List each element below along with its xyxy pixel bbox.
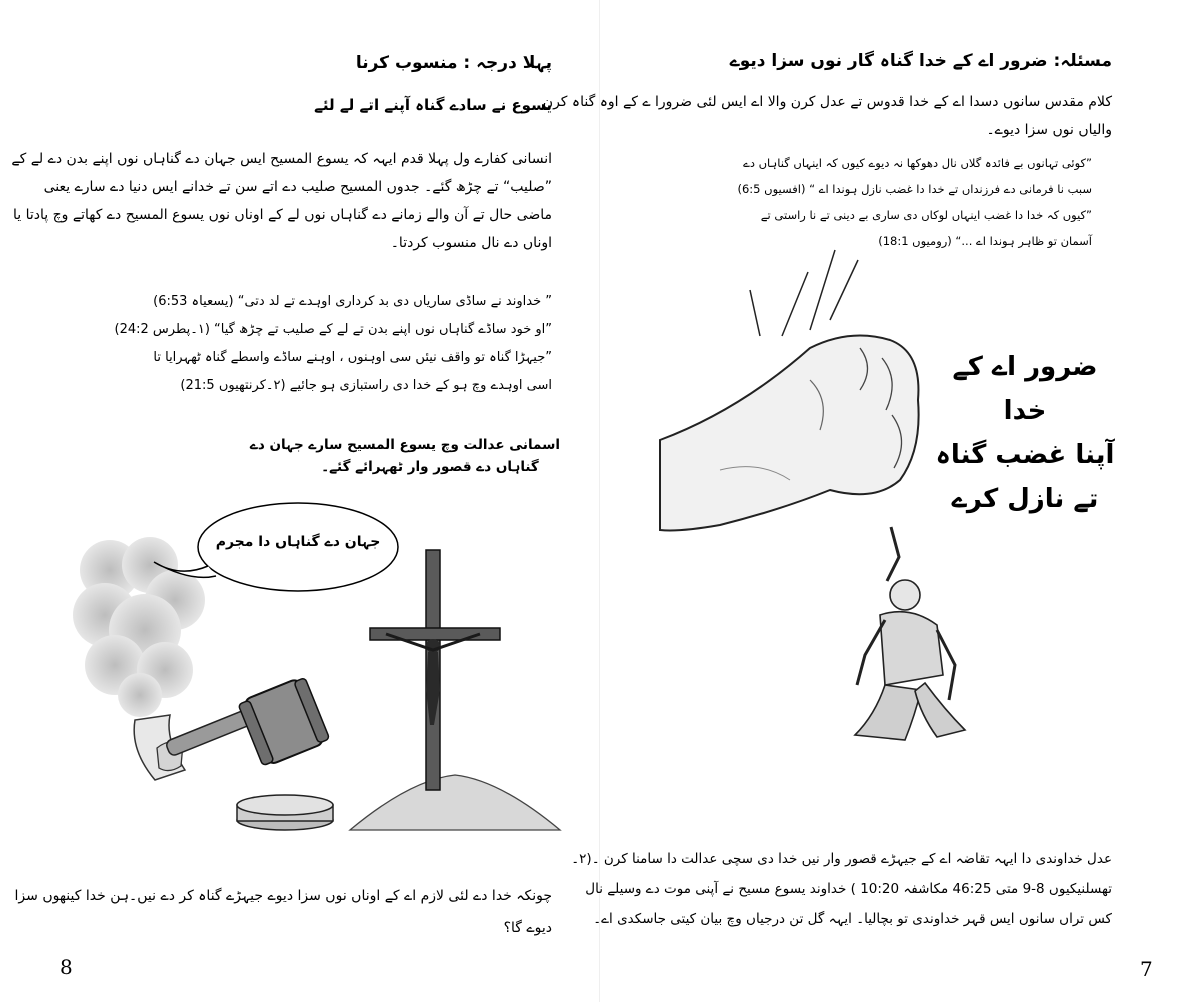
right-quotes: [672, 150, 1092, 254]
right-page: [542, 0, 1200, 1002]
left-caption: [249, 434, 560, 478]
gavel-icon: [125, 630, 345, 840]
right-intro: [542, 88, 1112, 144]
fist-icon: [660, 240, 920, 540]
caption-line: اسمانی عدالت وچ یسوع المسیح سارے جہان دے: [249, 437, 560, 453]
intro-line: والیاں نوں سزا دیوے۔: [986, 122, 1112, 138]
quote-line: ”او خود ساڈے گناہاں نوں اپنے بدن تے لے کے صلیب تے چڑھ گیا“ (۱۔پطرس 24:2): [114, 322, 552, 337]
left-footer: [14, 880, 552, 944]
page-number-right: 7: [1140, 957, 1153, 981]
title-line: ضرور اے کے خدا: [952, 352, 1098, 426]
left-paragraph: [11, 145, 552, 257]
quote-line: ” خداوند نے ساڈی ساریاں دی بد کرداری اوہدے تے لد دتی“ (یسعیاہ 6:53): [153, 294, 552, 309]
left-heading: پہلا درجہ : منسوب کرنا: [355, 53, 552, 73]
footer-line: چونکہ خدا دے لئی لازم اے کے اوناں نوں سزا دیوے جیہڑے گناہ کر دے نیں۔ہن خدا کینھوں سزا: [14, 888, 552, 904]
footer-line: عدل خداوندی دا ایہہ تقاضہ اے کے جیہڑے قصور وار نیں خدا دی سچی عدالت دا سامنا کرن ۔(۲۔: [571, 851, 1112, 867]
title-line: آپنا غضب گناہ: [935, 440, 1115, 470]
left-quotes: [32, 288, 552, 400]
quote-line: ”کوئی تہانوں بے فائدہ گلاں نال دھوکھا نہ دیوے کیوں کہ اینہاں گناہاں دے: [743, 156, 1092, 170]
intro-line: کلام مقدس سانوں دسدا اے کے خدا قدوس تے عدل کرن والا اے ایس لئی ضرورا ے کے اوہ گناہ کرن: [542, 94, 1112, 110]
wrath-title: [930, 345, 1120, 521]
footer-line: دیوے گا؟: [503, 920, 552, 936]
footer-line: تھسلنیکیوں 8-9 متی 46:25 مکاشفہ 10:20 ) خداوند یسوع مسیح نے آپنی موت دے وسیلے نال: [585, 881, 1112, 897]
quote-line: ”جیہڑا گناہ تو واقف نیئں سی اوہنوں ، اوہنے ساڈے واسطے گناہ ٹھہرایا تا: [153, 350, 552, 365]
right-footer: [571, 844, 1112, 934]
quote-line: اسی اوہدے وچ ہو کے خدا دی راستبازی ہو جائیے (۲۔کرنتھیوں 21:5): [180, 378, 552, 393]
left-subheading: یسوع نے سادے گناہ آپنے اتے لے لئے: [314, 96, 552, 114]
crucifix-icon: [350, 550, 560, 840]
caption-line: گناہاں دے قصور وار ٹھہرائے گئے۔: [321, 459, 539, 475]
speech-bubble-text: جہان دے گناہاں دا مجرم: [215, 534, 381, 550]
right-heading: مسئلہ: ضرور اے کے خدا گناہ گار نوں سزا دیوے: [729, 51, 1112, 71]
kneeling-man-icon: [825, 525, 985, 745]
quote-line: آسمان تو ظاہر ہوندا اے ...“ (رومیوں 18:1): [878, 234, 1092, 248]
paragraph-line: انسانی کفارے ول پہلا قدم ایہہ کہ یسوع المسیح ایس جہان دے گناہاں نوں اپنے بدن دے لے کے: [11, 151, 552, 167]
paragraph-line: ماضی حال تے آن والے زمانے دے گناہاں نوں لے کے اوناں نوں یسوع المسیح دے کھاتے وچ پادتا یا: [13, 207, 552, 223]
page-number-left: 8: [60, 955, 73, 979]
quote-line: ”کیوں کہ خدا دا غضب اینہاں لوکاں دی ساری بے دینی تے نا راستی تے: [760, 208, 1092, 222]
footer-line: کس تراں سانوں ایس قہر خداوندی تو بچالیا۔ ایہہ گل تن درجیاں وچ بیان کیتی جاسکدی اے۔: [593, 911, 1112, 927]
paragraph-line: ”صلیب“ تے چڑھ گئے۔ جدوں المسیح صلیب دے اتے سن تے خدانے ایس دنیا دے سارے یعنی: [43, 179, 552, 195]
title-line: تے نازل کرے: [951, 484, 1099, 514]
quote-line: سبب نا فرمانی دے فرزنداں تے خدا دا غضب نازل ہوندا اے “ (افسیوں 6:5): [737, 182, 1092, 196]
paragraph-line: اوناں دے نال منسوب کردتا۔: [390, 235, 552, 251]
